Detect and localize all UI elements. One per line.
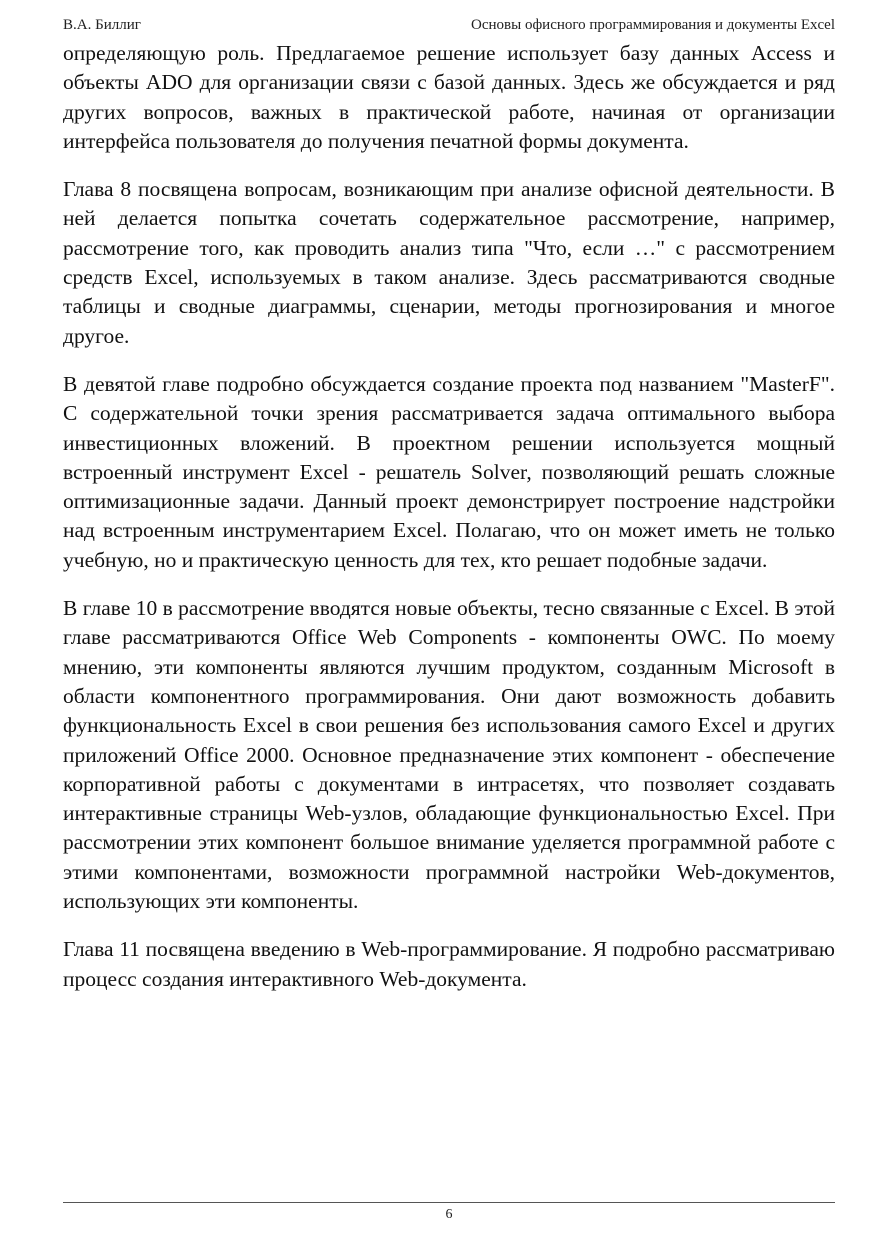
header-author: В.А. Биллиг	[63, 17, 141, 33]
paragraph-chapter-8: Глава 8 посвящена вопросам, возникающим при анализе офисной деятельности. В ней делается попытка сочетать содержательное рассмотрение, например, рассмотрение того, как проводить анализ типа "Что, если …" с рассмотрением средств Excel, используемых в таком анализе. Здесь рассматриваются сводные таблицы и сводные диаграммы, сценарии, методы прогнозирования и многое другое.	[63, 177, 835, 348]
paragraph-chapter-9: В девятой главе подробно обсуждается создание проекта под названием "MasterF". С содержательной точки зрения рассматривается задача оптимального выбора инвестиционных вложений. В проектном решении используется мощный встроенный инструмент Excel - решатель Solver, позволяющий решать сложные оптимизационные задачи. Данный проект демонстрирует построение надстройки над встроенным инструментарием Excel. Полагаю, что он может иметь не только учебную, но и практическую ценность для тех, кто решает подобные задачи.	[63, 371, 835, 572]
paragraph-chapter-10: В главе 10 в рассмотрение вводятся новые объекты, тесно связанные с Excel. В этой главе рассматриваются Office Web Components - компоненты OWC. По моему мнению, эти компоненты являются лучшим продуктом, созданным Microsoft в области компонентного программирования. Они дают возможность добавить функциональность Excel в свои решения без использования самого Excel и других приложений Office 2000. Основное предназначение этих компонент - обеспечение корпоративной работы с документами в интрасетях, что позволяет создавать интерактивные страницы Web-узлов, обладающие функциональностью Excel. При рассмотрении этих компонент большое внимание уделяется программной работе с этими компонентами, возможности программной настройки Web-документов, использующих эти компоненты.	[63, 596, 835, 914]
page-number: 6	[445, 1207, 453, 1222]
paragraph-chapter-7-continued: определяющую роль. Предлагаемое решение использует базу данных Access и объекты ADO для организации связи с базой данных. Здесь же обсуждается и ряд других вопросов, важных в практической работе, начиная от организации интерфейса пользователя до получения печатной формы документа.	[63, 41, 835, 153]
footer-divider	[63, 1202, 835, 1203]
header-book-title: Основы офисного программирования и документы Excel	[471, 17, 835, 33]
paragraph-chapter-11: Глава 11 посвящена введению в Web-программирование. Я подробно рассматриваю процесс создания интерактивного Web-документа.	[63, 937, 835, 991]
running-header	[63, 14, 835, 36]
document-body	[63, 39, 835, 994]
